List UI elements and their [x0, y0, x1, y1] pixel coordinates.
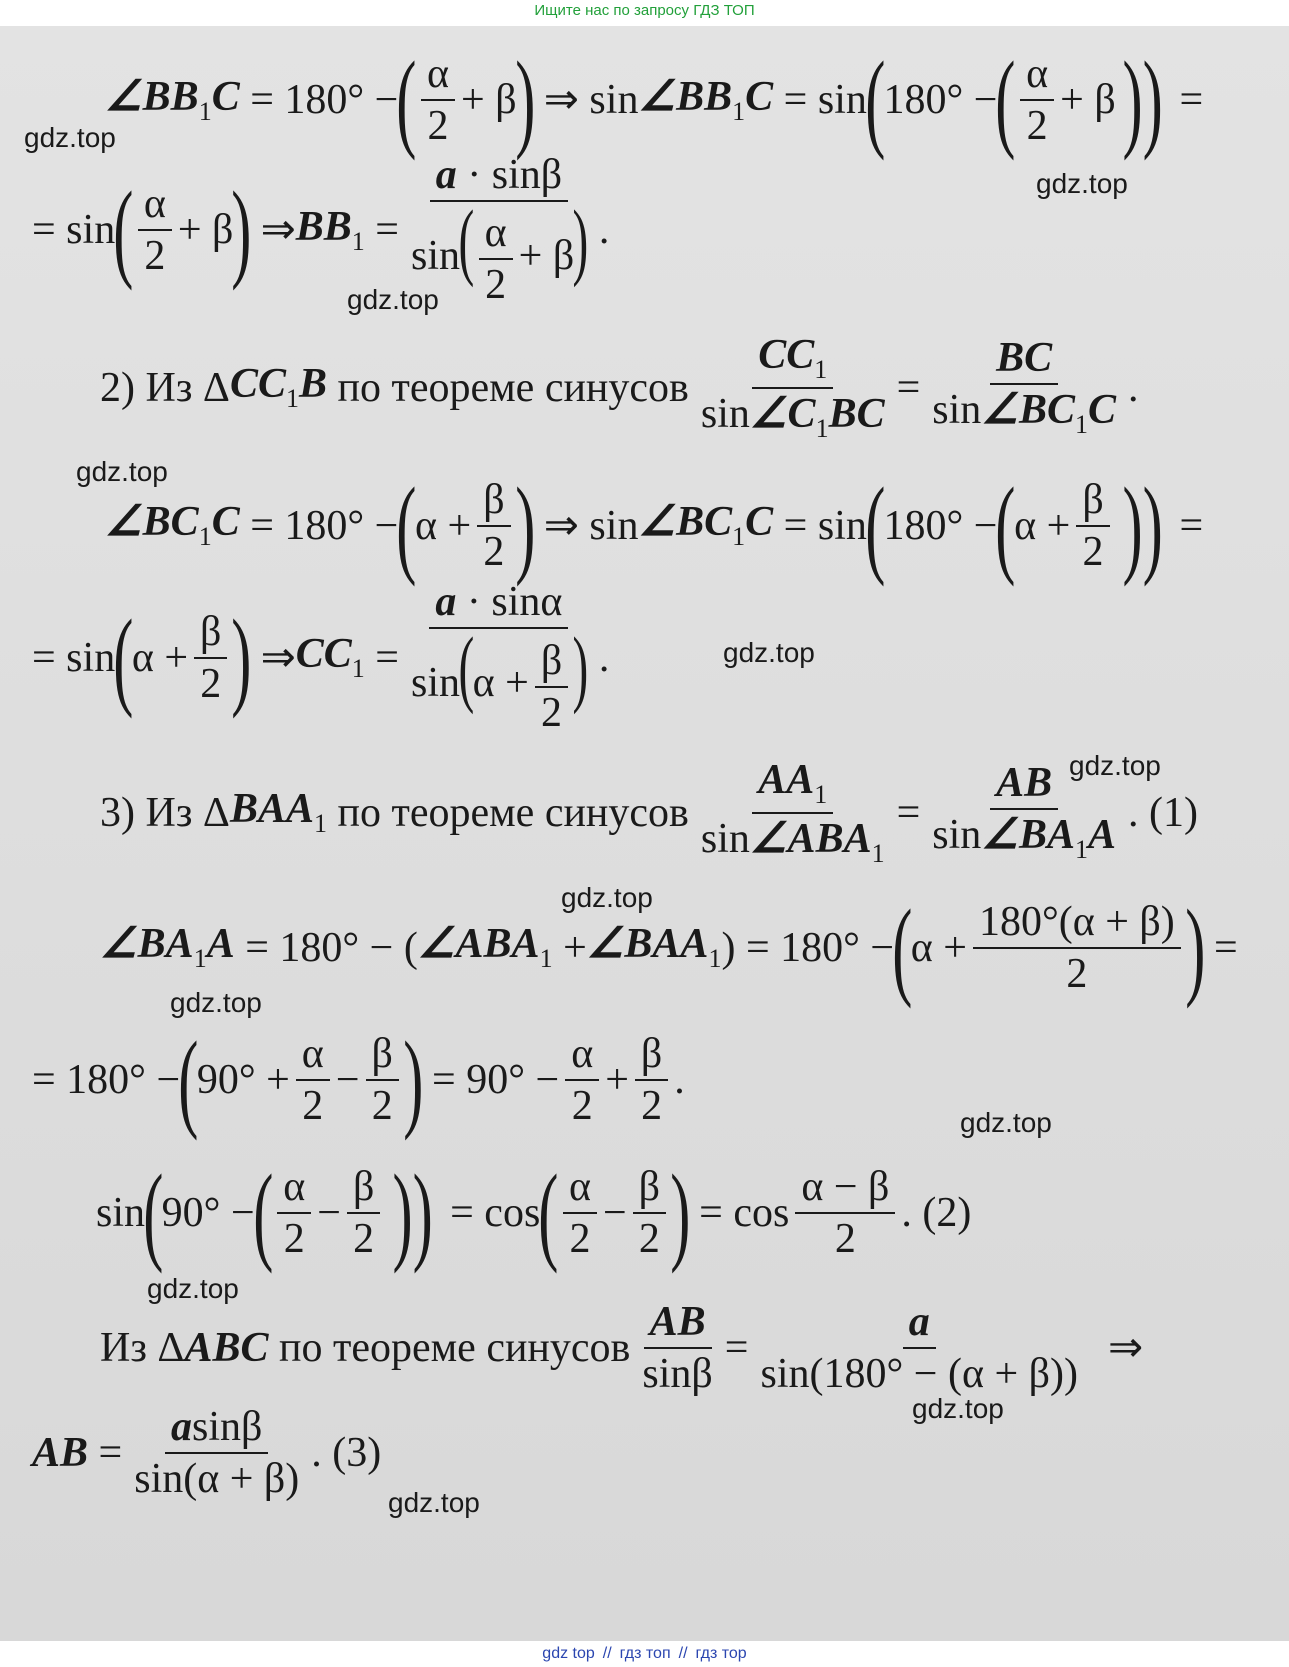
watermark: gdz.top	[1069, 750, 1161, 781]
formula-line: $\angle BC_1C$ = 180° − ( α + $\frac{\beta}{2}$ ) ⇒ sin $\angle BC_1C$ = sin ( 180° − ( α + $\frac{\beta}{2}$ )) =	[105, 464, 1204, 587]
iz-text: Из	[145, 364, 193, 411]
link-separator: //	[602, 1645, 612, 1662]
theorem-text: по теореме синусов	[337, 789, 689, 836]
formula-line: = sin ( $\frac{\alpha}{2}$ + β ) ⇒ $BB_1$ = a · sinβ sin( $\frac{\alpha}{2}$ + β) .	[32, 151, 610, 309]
watermark: gdz.top	[76, 456, 168, 487]
watermark: gdz.top	[147, 1273, 239, 1304]
equation-number: (2)	[922, 1189, 972, 1236]
watermark: gdz.top	[170, 987, 262, 1018]
iz-text: Из	[100, 1324, 147, 1371]
formula-line: sin ( 90° − ( $\frac{\alpha}{2}$ − $\frac{\beta}{2}$ )) = cos ( $\frac{\alpha}{2}$ − $\frac{\beta}{2}$ ) = cos $\frac{\alpha - \beta}{2}$ . (2)	[96, 1151, 972, 1274]
watermark: gdz.top	[24, 122, 116, 153]
theorem-text: по теореме синусов	[278, 1324, 631, 1371]
watermark: gdz.top	[960, 1107, 1052, 1138]
formula-line: $\angle BB_1C$ = 180° − ( $\frac{\alpha}{2}$ + β ) ⇒ sin $\angle BB_1C$ = sin ( 180° − ( $\frac{\alpha}{2}$ + β )) =	[105, 39, 1204, 161]
equation-number: (1)	[1149, 789, 1198, 836]
bottom-links-bar	[0, 1641, 1289, 1667]
formula-line: 2) Из Δ $CC_1B$ по теореме синусов $\frac{CC_1}{\sin\angle C_1BC}$ = $\frac{BC}{\sin\angle BC_1C}$ .	[100, 331, 1139, 443]
equation-number: (3)	[332, 1429, 382, 1476]
bottom-link[interactable]: gdz top	[542, 1645, 595, 1662]
theorem-text: по теореме синусов	[337, 364, 689, 411]
bottom-link[interactable]: гдз тор	[695, 1645, 747, 1662]
formula-line: AB = $\frac{asin\beta}{\sin(\alpha + \beta)}$ . (3)	[32, 1403, 382, 1502]
watermark: gdz.top	[388, 1487, 480, 1518]
formula-line: 3) Из Δ $BAA_1$ по теореме синусов $\frac{AA_1}{\sin\angle ABA_1}$ = $\frac{AB}{\sin\angle BA_1A}$ . (1)	[100, 756, 1198, 868]
top-banner[interactable]: Ищите нас по запросу ГДЗ ТОП	[0, 0, 1289, 26]
formula-line: Из Δ ABC по теореме синусов $\frac{AB}{\sin\beta}$ = $\frac{a}{\sin(180^\circ - (\alpha + \beta))}$ ⇒	[100, 1298, 1144, 1397]
bottom-link[interactable]: гдз топ	[619, 1645, 671, 1662]
formula-line: = 180° − ( 90° + $\frac{\alpha}{2}$ − $\frac{\beta}{2}$ ) = 90° − $\frac{\alpha}{2}$ + $\frac{\beta}{2}$ .	[32, 1018, 685, 1141]
formula-line: = sin ( α + $\frac{\beta}{2}$ ) ⇒ $CC_1$ = a · sinα sin(α + $\frac{\beta}{2}$ ) .	[32, 579, 610, 736]
watermark: gdz.top	[1036, 168, 1128, 199]
watermark: gdz.top	[561, 882, 653, 913]
watermark: gdz.top	[723, 637, 815, 668]
item-number: 3)	[100, 789, 135, 836]
item-number: 2)	[100, 364, 135, 411]
watermark: gdz.top	[912, 1393, 1004, 1424]
link-separator: //	[678, 1645, 688, 1662]
watermark: gdz.top	[347, 284, 439, 315]
iz-text: Из	[145, 789, 193, 836]
formula-line: $\angle BA_1A$ = 180° − ( $\angle ABA_1$ + $\angle BAA_1$ ) = 180° − ( α + $\frac{180^\circ(\alpha + \beta)}{2}$ ) =	[100, 886, 1238, 1009]
